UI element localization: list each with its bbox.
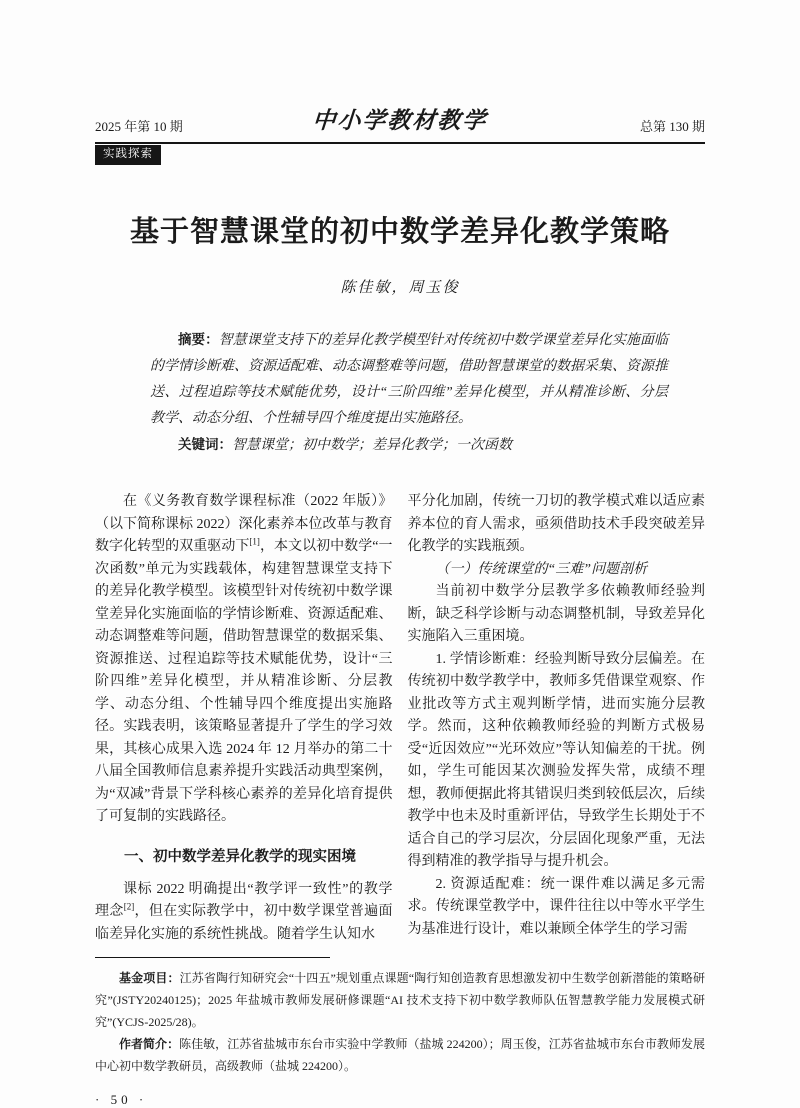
keywords-line [150,432,668,459]
column-badge-row [95,144,705,165]
author-text: 陈佳敏，江苏省盐城市东台市实验中学教师（盐城 224200）；周玉俊，江苏省盐城市东台市教师发展中心初中数学教研员，高级教师（盐城 224200）。 [95,1037,705,1073]
paragraph-diagnosis-difficulty: 1. 学情诊断难：经验判断导致分层偏差。在传统初中数学教学中，教师多凭借课堂观察、作业批改等方式主观判断学情，进而实施分层教学。然而，这种依赖教师经验的判断方式极易受“近因效应”“光环效应”等认知偏差的干扰。例如，学生可能因某次测验发挥失常，成绩不理想，教师便据此将其错误归类到较低层次，后续教学中也未及时重新评估，导致学生长期处于不适合自己的学习层次，分层固化现象严重，无法得到精准的教学指导与提升机会。 [407,651,705,869]
page-number: · 50 · [95,1092,148,1107]
journal-header [95,102,705,144]
subsection-heading-1: （一）传统课堂的“三难”问题剖析 [435,561,648,577]
abstract-block [95,327,705,459]
section-heading-1: 一、初中数学差异化教学的现实困境 [124,848,356,865]
column-badge: 实践探索 [95,145,161,165]
reference-1: [1] [249,536,260,547]
reference-2: [2] [123,901,135,912]
paragraph-resource-difficulty: 2. 资源适配难：统一课件难以满足多元需求。传统课堂教学中，课件往往以中等水平学生为基准进行设计，难以兼顾全体学生的学习需 [407,876,705,937]
fund-note [95,967,705,1033]
abstract-paragraph [150,327,668,432]
keywords-label: 关键词： [178,437,232,452]
abstract-label: 摘要： [178,332,219,347]
issue-number-right: 总第 130 期 [639,119,705,134]
fund-text: 江苏省陶行知研究会“十四五”规划重点课题“陶行知创造教育思想激发初中生数学创新潜能的策略研究”(JSTY20240125)；2025 年盐城市教师发展研修课题“AI 技术支持下初中数学教师队伍智慧教学能力发展模式研究”(YCJS-2025/28)。 [95,971,705,1029]
keywords-text: 智慧课堂；初中数学；差异化教学；一次函数 [232,438,512,453]
paragraph-dilemma-text: 课标 2022 明确提出“教学评一致性”的教学理念 [95,881,393,919]
paragraph-intro-text: 在《义务教育数学课程标准（2022 年版）》（以下简称课标 2022）深化素养本位改革与教育数字化转型的双重驱动下 [95,494,393,554]
footnote-divider [95,957,330,958]
article-authors: 陈佳敏，周玉俊 [340,280,460,296]
issue-number-left: 2025 年第 10 期 [95,119,183,134]
footnotes [95,967,705,1077]
author-note [95,1033,705,1077]
author-label: 作者简介： [119,1037,180,1051]
abstract-text: 智慧课堂支持下的差异化教学模型针对传统初中数学课堂差异化实施面临的学情诊断难、资源适配难、动态调整难等问题，借助智慧课堂的数据采集、资源推送、过程追踪等技术赋能优势，设计“三阶四维”差异化模型，并从精准诊断、分层教学、动态分组、个性辅导四个维度提出实施路径。 [150,333,669,426]
body-columns [95,491,705,946]
journal-logo: 中小学教材教学 [311,108,489,133]
paragraph-dilemma [95,879,393,947]
paragraph-continuation: 平分化加剧，传统一刀切的教学模式难以适应素养本位的育人需求，亟须借助技术手段突破差异化教学的实践瓶颈。 [407,494,705,554]
fund-label: 基金项目： [119,971,180,985]
paragraph-dilemma-continue: ，但在实际教学中，初中数学课堂普遍面临差异化实施的系统性挑战。随着学生认知水 [95,904,393,942]
paragraph-intro [95,491,393,829]
paragraph-three-difficulties: 当前初中数学分层教学多依赖教师经验判断，缺乏科学诊断与动态调整机制，导致差异化实施陷入三重困境。 [407,584,705,644]
paragraph-intro-continue: ，本文以初中数学“一次函数”单元为实践载体，构建智慧课堂支持下的差异化教学模型。该模型针对传统初中数学课堂差异化实施面临的学情诊断难、资源适配难、动态调整难等问题，借助智慧课堂的数据采集、资源推送、过程追踪等技术赋能优势，设计“三阶四维”差异化模型，并从精准诊断、分层教学、动态分组、个性辅导四个维度提出实施路径。实践表明，该策略显著提升了学生的学习效果，其核心成果入选 2024 年 12 月举办的第二十八届全国教师信息素养提升实践活动典型案例，为“双减”背景下学科核心素养的差异化培育提供了可复制的实践路径。 [95,539,393,824]
right-column [408,491,706,946]
left-column [95,491,393,946]
article-title: 基于智慧课堂的初中数学差异化教学策略 [129,216,670,248]
